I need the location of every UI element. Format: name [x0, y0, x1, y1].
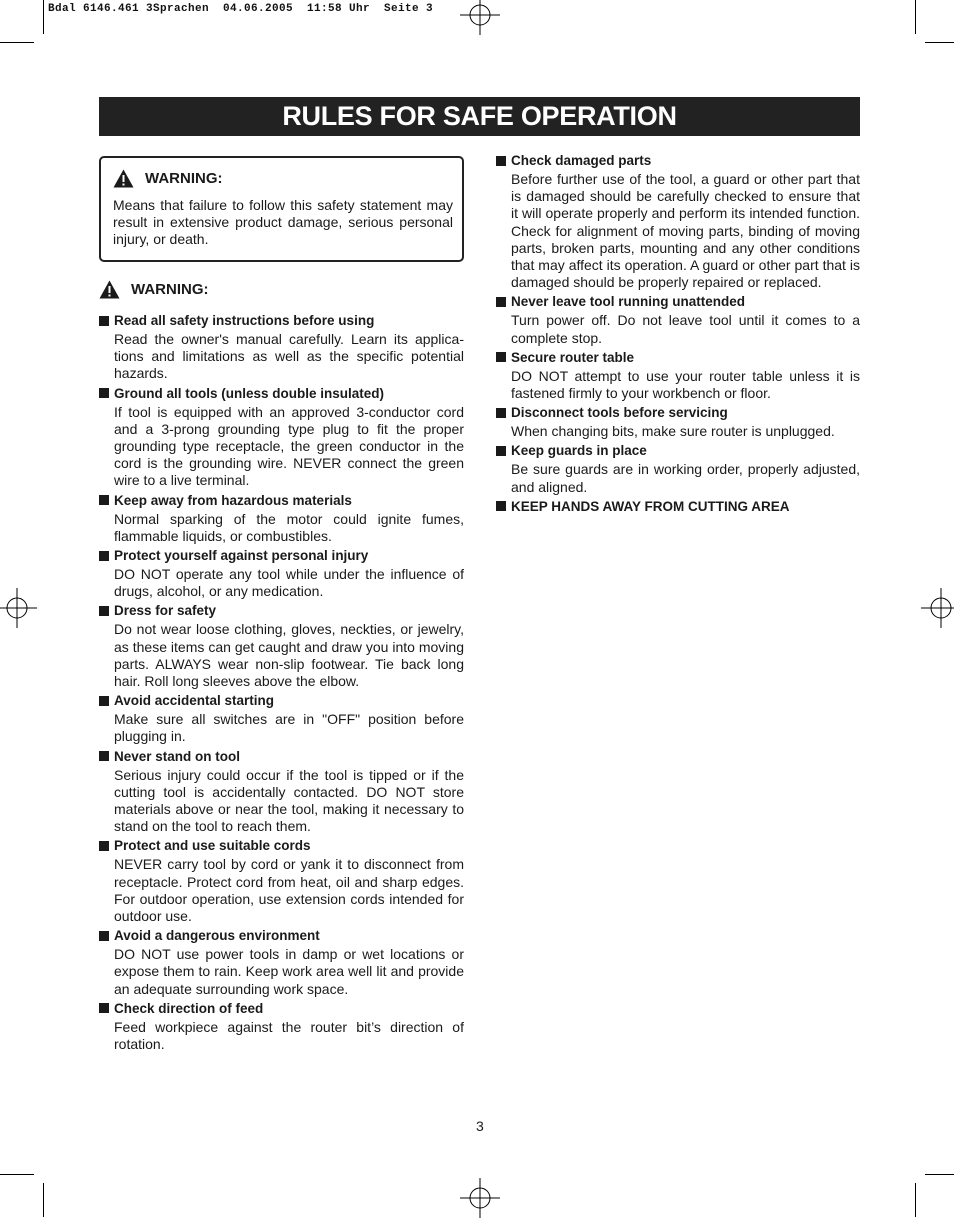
rule-body: Make sure all switches are in "OFF" position before plugging in. [114, 711, 464, 745]
crop-mark [0, 42, 34, 43]
rule-body: NEVER carry tool by cord or yank it to disconnect from receptacle. Protect cord from heat, oil and sharp edges. For outdoor operation, use extension cords intended for outdoor use. [114, 856, 464, 925]
crop-mark [925, 1174, 954, 1175]
rule-item [99, 312, 464, 383]
page-title: RULES FOR SAFE OPERATION [282, 101, 677, 131]
rule-item [99, 692, 464, 745]
rule-body: DO NOT attempt to use your router table unless it is fastened firmly to your workbench or floor. [511, 367, 860, 402]
registration-mark-icon [921, 588, 954, 628]
rule-title: Dress for safety [114, 603, 217, 619]
rule-body: Serious injury could occur if the tool is tipped or if the cutting tool is accidentally contacted. DO NOT store materials above or near the tool, making it necessary to stand on the tool to reach them. [114, 766, 464, 835]
rule-item [99, 385, 464, 490]
warning-description: Means that failure to follow this safety statement may result in extensive product damage, serious personal injury, or death. [113, 197, 453, 247]
rule-item [496, 404, 860, 440]
crop-mark [925, 42, 954, 43]
warning-heading [113, 169, 223, 188]
rule-body: Normal sparking of the motor could ignite fumes, flammable liquids, or combustibles. [114, 510, 464, 544]
registration-mark-icon [460, 1178, 500, 1218]
square-bullet-icon [496, 352, 506, 362]
crop-mark [43, 1183, 44, 1217]
warning-label: WARNING: [131, 281, 209, 298]
rule-body: Read the owner's manual carefully. Learn its applications and limitations as well as the specific potential hazards. [114, 331, 464, 382]
rule-item [99, 837, 464, 925]
rule-title: Check direction of feed [114, 1000, 264, 1016]
square-bullet-icon [99, 1003, 109, 1013]
rule-body: DO NOT use power tools in damp or wet locations or expose them to rain. Keep work area well lit and provide an adequate surrounding work space. [114, 946, 464, 997]
rule-title: Keep guards in place [511, 443, 647, 459]
rule-title: Protect and use suitable cords [114, 838, 311, 854]
rule-title: Secure router table [511, 349, 635, 365]
rule-body: Turn power off. Do not leave tool until it comes to a complete stop. [511, 312, 860, 346]
square-bullet-icon [99, 606, 109, 616]
rule-title: Avoid accidental starting [114, 693, 275, 709]
rule-body: When changing bits, make sure router is unplugged. [511, 423, 835, 440]
rule-body: Feed workpiece against the router bit’s direction of rotation. [114, 1018, 464, 1053]
warning-triangle-icon [99, 280, 120, 299]
crop-mark [43, 0, 44, 34]
rule-body: If tool is equipped with an approved 3-conductor cord and a 3-prong grounding type plug to fit the proper grounding type receptacle, the green conductor in the cord is the grounding wire. NEVER connect the green wire to a live terminal. [114, 403, 464, 489]
rule-title: KEEP HANDS AWAY FROM CUTTING AREA [511, 498, 790, 514]
left-rules-column [99, 312, 464, 1055]
square-bullet-icon [496, 297, 506, 307]
page-title-banner [99, 97, 860, 136]
warning-label: WARNING: [145, 170, 223, 187]
rule-title: Never leave tool running unattended [511, 294, 746, 310]
rule-title: Keep away from hazardous materials [114, 492, 352, 508]
warning-heading [99, 280, 209, 299]
square-bullet-icon [99, 751, 109, 761]
square-bullet-icon [496, 501, 506, 511]
page-number: 3 [476, 1118, 484, 1134]
crop-mark [915, 1183, 916, 1217]
rule-item [99, 602, 464, 690]
crop-mark [0, 1174, 34, 1175]
square-bullet-icon [99, 388, 109, 398]
rule-body: DO NOT operate any tool while under the influence of drugs, alcohol, or any medication. [114, 566, 464, 600]
square-bullet-icon [99, 931, 109, 941]
registration-mark-icon [0, 588, 37, 628]
square-bullet-icon [99, 841, 109, 851]
rule-item [99, 547, 464, 600]
rule-title: Avoid a dangerous environment [114, 928, 320, 944]
square-bullet-icon [496, 156, 506, 166]
rule-item [99, 748, 464, 836]
rule-title: Disconnect tools before servicing [511, 405, 728, 421]
square-bullet-icon [496, 408, 506, 418]
rule-body: Be sure guards are in working order, properly adjusted, and aligned. [511, 461, 860, 495]
rule-item [496, 442, 860, 495]
warning-definition-box [99, 156, 464, 262]
rule-title: Never stand on tool [114, 748, 241, 764]
square-bullet-icon [496, 446, 506, 456]
rule-item [496, 349, 860, 402]
rule-title: Check damaged parts [511, 153, 652, 168]
rule-item [99, 1000, 464, 1053]
square-bullet-icon [99, 551, 109, 561]
registration-mark-icon [460, 0, 500, 35]
rule-title: Read all safety instructions before using [114, 313, 375, 328]
rule-item [496, 152, 860, 291]
rule-item [496, 293, 860, 346]
rule-body: Do not wear loose clothing, gloves, neckties, or jewelry, as these items can get caught and draw you into moving parts. ALWAYS wear non-slip footwear. Tie back long hair. Roll long sleeves above the elbow. [114, 621, 464, 690]
square-bullet-icon [99, 316, 109, 326]
print-slug: Bdal 6146.461 3Sprachen 04.06.2005 11:58 Uhr Seite 3 [48, 3, 434, 15]
rule-body: Before further use of the tool, a guard or other part that is damaged should be carefully checked to ensure that it will operate properly and perform its intended function. Check for alignment of moving parts, binding of moving parts, broken parts, mounting and any other conditions that may affect its operation. A guard or other part that is damaged should be properly repaired or replaced. [511, 171, 860, 291]
rule-item [99, 927, 464, 998]
rule-title: Protect yourself against personal injury [114, 548, 369, 564]
rule-item [99, 492, 464, 545]
crop-mark [915, 0, 916, 34]
rule-item [496, 498, 860, 515]
square-bullet-icon [99, 495, 109, 505]
warning-triangle-icon [113, 169, 134, 188]
right-rules-column [496, 152, 860, 515]
square-bullet-icon [99, 696, 109, 706]
rule-title: Ground all tools (unless double insulated) [114, 385, 385, 401]
